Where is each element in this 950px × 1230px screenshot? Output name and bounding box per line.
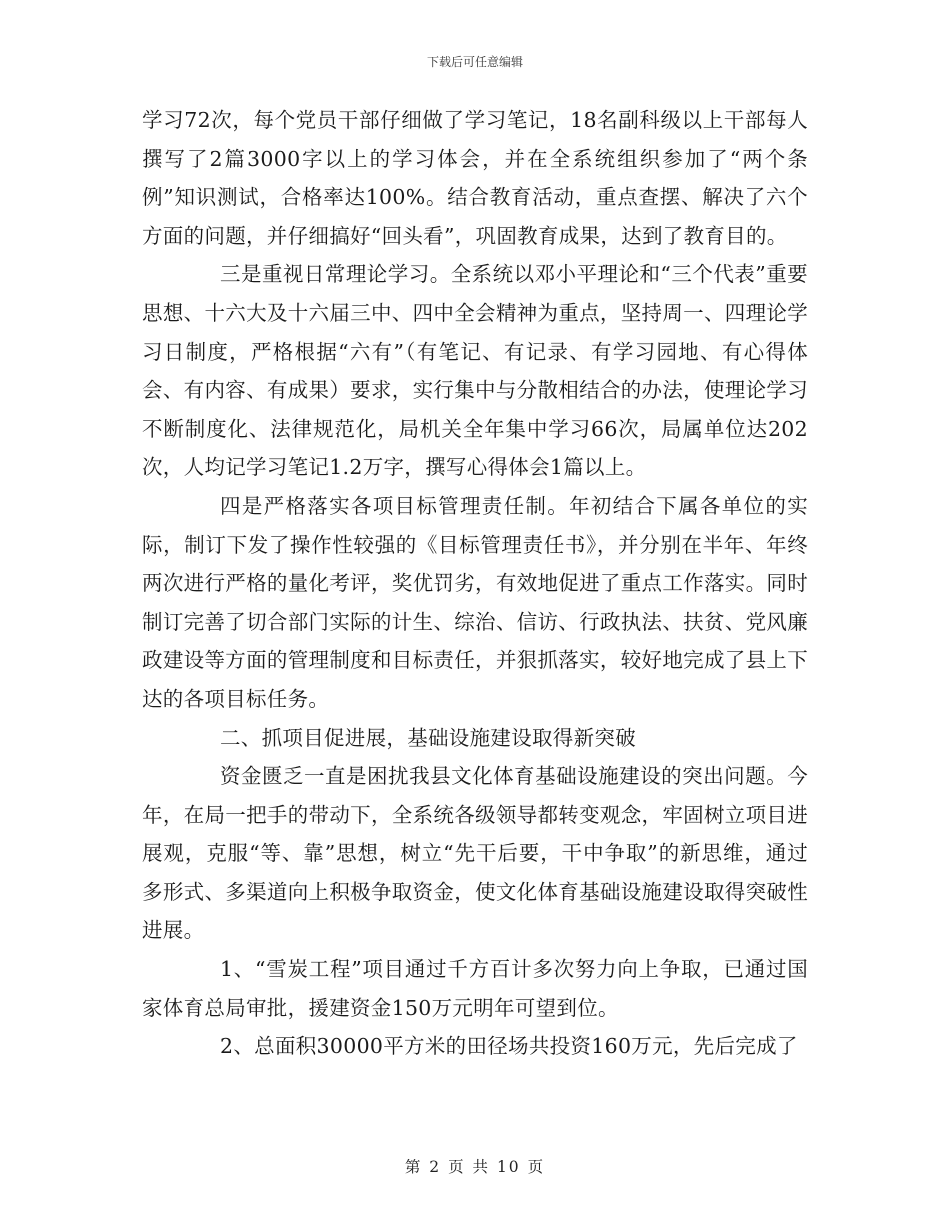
paragraph: 1、“雪炭工程”项目通过千方百计多次努力向上争取，已通过国家体育总局审批，援建资金150万元明年可望到位。 bbox=[142, 957, 808, 1020]
section-heading: 二、抓项目促进展，基础设施建设取得新突破 bbox=[220, 725, 636, 750]
page-number: 第 2 页 共 10 页 bbox=[404, 1158, 546, 1176]
paragraph: 四是严格落实各项目标管理责任制。年初结合下属各单位的实际，制订下发了操作性较强的《目标管理责任书》，并分别在半年、年终两次进行严格的量化考评，奖优罚劣，有效地促进了重点工作落实。同时制订完善了切合部门实际的计生、综治、信访、行政执法、扶贫、党风廉政建设等方面的管理制度和目标责任，并狠抓落实，较好地完成了县上下达的各项目标任务。 bbox=[142, 493, 808, 711]
paragraph: 2、总面积30000平方米的田径场共投资160万元，先后完成了 bbox=[220, 1034, 798, 1059]
page-header: 下载后可任意编辑 bbox=[426, 55, 523, 69]
document-body bbox=[142, 101, 808, 1066]
paragraph: 学习72次，每个党员干部仔细做了学习笔记，18名副科级以上干部每人撰写了2篇3000字以上的学习体会，并在全系统组织参加了“两个条例”知识测试，合格率达100%。结合教育活动，重点查摆、解决了六个方面的问题，并仔细搞好“回头看”，巩固教育成果，达到了教育目的。 bbox=[142, 108, 808, 248]
paragraph: 资金匮乏一直是困扰我县文化体育基础设施建设的突出问题。今年，在局一把手的带动下，全系统各级领导都转变观念，牢固树立项目进展观，克服“等、靠”思想，树立“先干后要，干中争取”的新思维，通过多形式、多渠道向上积极争取资金，使文化体育基础设施建设取得突破性进展。 bbox=[142, 764, 808, 943]
paragraph: 三是重视日常理论学习。全系统以邓小平理论和“三个代表”重要思想、十六大及十六届三中、四中全会精神为重点，坚持周一、四理论学习日制度，严格根据“六有”（有笔记、有记录、有学习园地、有心得体会、有内容、有成果）要求，实行集中与分散相结合的办法，使理论学习不断制度化、法律规范化，局机关全年集中学习66次，局属单位达202次，人均记学习笔记1.2万字，撰写心得体会1篇以上。 bbox=[142, 262, 808, 480]
